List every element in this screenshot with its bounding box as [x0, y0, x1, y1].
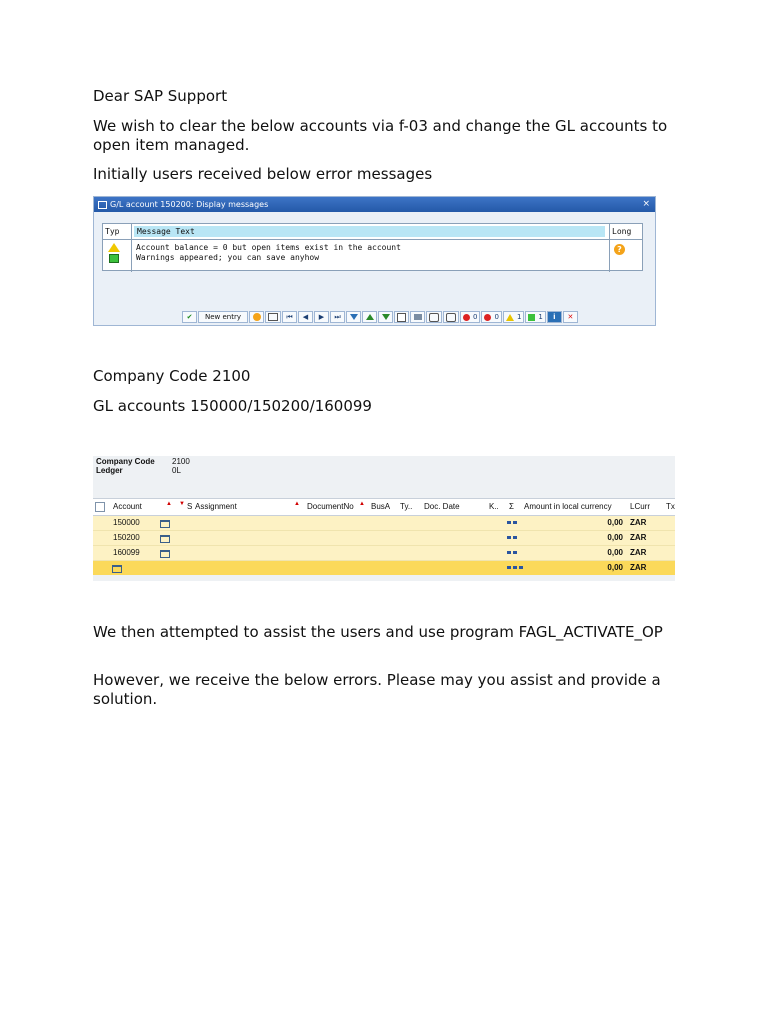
- stop-filter-button[interactable]: 0: [481, 311, 501, 323]
- print-button[interactable]: [410, 311, 425, 323]
- info-button[interactable]: i: [547, 311, 562, 323]
- total-row[interactable]: [93, 561, 675, 575]
- warning-filter-button[interactable]: 1: [503, 311, 524, 323]
- error-icon: [463, 314, 470, 321]
- table-row[interactable]: [93, 546, 675, 561]
- help-icon[interactable]: ?: [614, 244, 625, 255]
- amount-cell: 0,00: [607, 548, 623, 557]
- message-line[interactable]: Warnings appeared; you can save anyhow: [136, 253, 320, 262]
- account-cell[interactable]: 150000: [113, 518, 140, 527]
- company-code-label: Company Code: [96, 457, 155, 466]
- column-business-area[interactable]: BusA: [371, 502, 391, 511]
- request-paragraph: We wish to clear the below accounts via f-03 and change the GL accounts to open item managed.: [93, 117, 668, 154]
- message-rows: [103, 240, 642, 272]
- column-long: Long: [609, 224, 642, 239]
- sort-marker-icon: ▲: [359, 501, 365, 507]
- company-code-text: Company Code 2100: [93, 367, 251, 385]
- error-filter-button[interactable]: 0: [460, 311, 480, 323]
- table-row[interactable]: [93, 531, 675, 546]
- column-sum[interactable]: Σ: [509, 502, 514, 511]
- ledger-grid: [93, 456, 675, 581]
- table-row[interactable]: [93, 516, 675, 531]
- select-all-checkbox[interactable]: [95, 502, 105, 512]
- column-s[interactable]: S: [187, 502, 193, 511]
- subtotal-icon: [160, 535, 170, 543]
- dialog-title-bar: [94, 197, 655, 212]
- dialog-toolbar: [182, 310, 578, 324]
- currency-cell: ZAR: [630, 548, 647, 557]
- amount-cell: 0,00: [607, 533, 623, 542]
- initial-errors-text: Initially users received below error messages: [93, 165, 433, 183]
- amount-cell: 0,00: [607, 518, 623, 527]
- sort-marker-icon: ▼: [179, 501, 185, 507]
- column-assignment[interactable]: Assignment: [195, 502, 237, 511]
- ledger-table: [93, 498, 675, 575]
- info-filter-button[interactable]: 1: [525, 311, 545, 323]
- column-document-number[interactable]: DocumentNo: [307, 502, 354, 511]
- column-type: Typ: [103, 224, 132, 239]
- account-cell[interactable]: 160099: [113, 548, 140, 557]
- column-doc-date[interactable]: Doc. Date: [424, 502, 460, 511]
- total-currency-cell: ZAR: [630, 563, 647, 572]
- ledger-value: 0L: [172, 466, 181, 475]
- currency-cell: ZAR: [630, 533, 647, 542]
- close-icon[interactable]: ×: [642, 199, 650, 209]
- warning-icon: [506, 314, 514, 321]
- message-table: [102, 223, 643, 271]
- column-local-currency[interactable]: LCurr: [630, 502, 651, 511]
- dialog-title: G/L account 150200: Display messages: [110, 200, 269, 209]
- column-message-text: Message Text: [134, 226, 605, 237]
- success-icon: [528, 314, 535, 321]
- last-page-button[interactable]: ⏭: [330, 311, 345, 323]
- subtotal-icon: [160, 520, 170, 528]
- program-attempt-paragraph: We then attempted to assist the users and use program FAGL_ACTIVATE_OP: [93, 623, 663, 641]
- total-amount-cell: 0,00: [607, 563, 623, 572]
- company-code-value: 2100: [172, 457, 190, 466]
- stop-icon: [484, 314, 491, 321]
- column-account[interactable]: Account: [113, 502, 142, 511]
- warning-icon: [108, 243, 120, 252]
- next-page-button[interactable]: ▶: [314, 311, 329, 323]
- window-icon: [98, 201, 107, 209]
- find-button[interactable]: [426, 311, 442, 323]
- cancel-button[interactable]: ✕: [563, 311, 578, 323]
- column-type[interactable]: Ty..: [400, 502, 413, 511]
- message-table-header: [103, 224, 642, 240]
- greeting-text: Dear SAP Support: [93, 87, 228, 105]
- closing-paragraph: However, we receive the below errors. Please may you assist and provide a solution.: [93, 671, 661, 708]
- help-button[interactable]: [249, 311, 264, 323]
- ledger-label: Ledger: [96, 466, 123, 475]
- check-button[interactable]: ✔: [182, 311, 197, 323]
- find-next-button[interactable]: [443, 311, 459, 323]
- message-line[interactable]: Account balance = 0 but open items exist in the account: [136, 243, 401, 252]
- filter-button[interactable]: [346, 311, 361, 323]
- ledger-table-header: [93, 498, 675, 516]
- column-k[interactable]: K..: [489, 502, 499, 511]
- success-icon: [109, 254, 119, 263]
- total-icon: [112, 565, 122, 573]
- subtotal-icon: [160, 550, 170, 558]
- previous-page-button[interactable]: ◀: [298, 311, 313, 323]
- new-entry-button[interactable]: New entry: [198, 311, 248, 323]
- gl-accounts-text: GL accounts 150000/150200/160099: [93, 397, 372, 415]
- sort-marker-icon: ▲: [294, 501, 300, 507]
- column-amount[interactable]: Amount in local currency: [524, 502, 612, 511]
- account-cell[interactable]: 150200: [113, 533, 140, 542]
- sort-descending-button[interactable]: [378, 311, 393, 323]
- first-page-button[interactable]: ⏮: [282, 311, 297, 323]
- sort-marker-icon: ▲: [166, 501, 172, 507]
- ledger-header-fields: [96, 457, 190, 475]
- currency-cell: ZAR: [630, 518, 647, 527]
- column-tax[interactable]: Tx: [666, 502, 675, 511]
- sort-ascending-button[interactable]: [362, 311, 377, 323]
- technical-info-button[interactable]: [265, 311, 281, 323]
- copy-button[interactable]: [394, 311, 409, 323]
- sap-message-dialog: [93, 196, 656, 326]
